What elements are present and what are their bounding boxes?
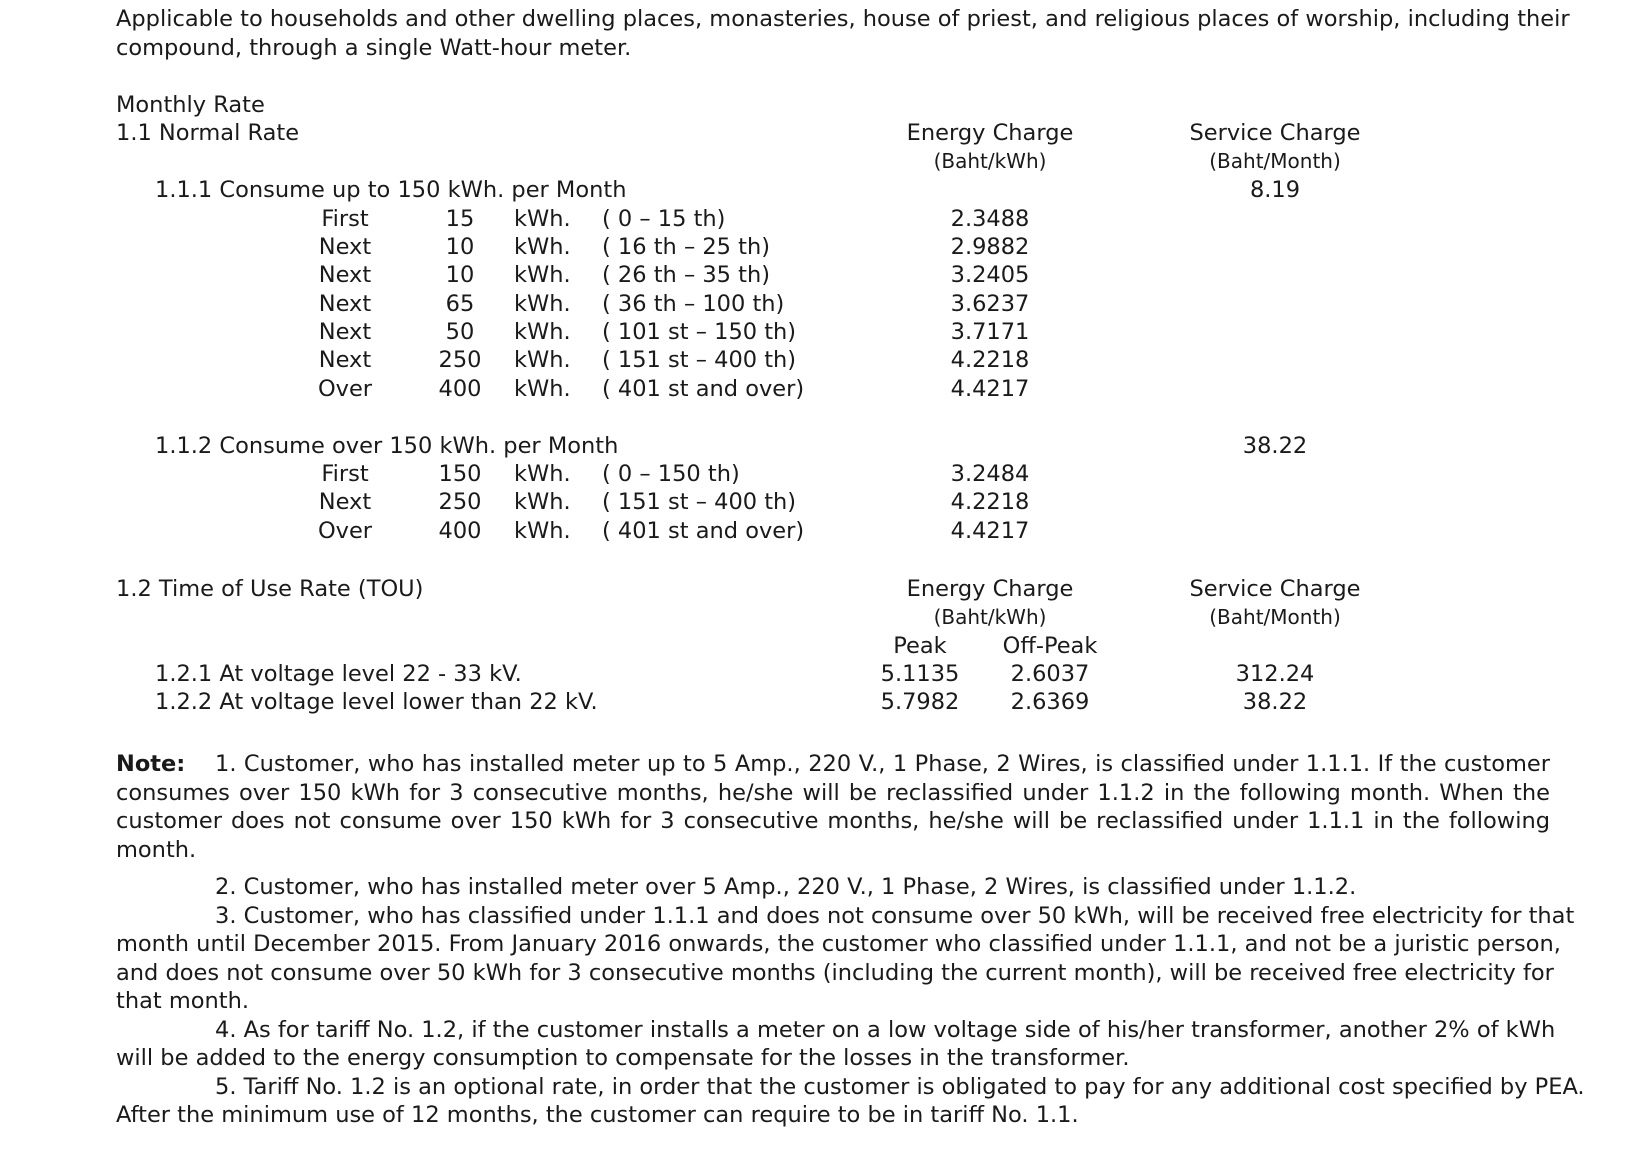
note-label: Note: [116, 751, 186, 777]
note-2: 2. Customer, who has installed meter over 5 Amp., 220 V., 1 Phase, 2 Wires, is classified under 1.1.2. [215, 874, 1357, 900]
tier-rate: 3.2405 [950, 262, 1030, 288]
tier-step: Next [318, 262, 372, 288]
note-1-line-3: customer does not consume over 150 kWh for 3 consecutive months, he/she will be reclassified under 1.1.1 in the following [116, 808, 1550, 834]
energy-charge-unit: (Baht/kWh) [933, 149, 1047, 173]
tier-quantity: 50 [445, 319, 475, 345]
tier-unit: kWh. [514, 376, 571, 402]
tier-unit: kWh. [514, 319, 571, 345]
tier-step: First [321, 206, 369, 232]
tier-range: ( 151 st – 400 th) [602, 489, 797, 515]
tier-range: ( 101 st – 150 th) [602, 319, 797, 345]
note-3-line-1: 3. Customer, who has classified under 1.1.1 and does not consume over 50 kWh, will be received free electricity for that [215, 903, 1575, 929]
normal-rate-heading: 1.1 Normal Rate [116, 120, 300, 146]
tier-step: Next [318, 291, 372, 317]
tou-peak-rate: 5.7982 [880, 689, 960, 715]
intro-line-2: compound, through a single Watt-hour meter. [116, 35, 632, 61]
tier-unit: kWh. [514, 206, 571, 232]
service-charge-header: Service Charge [1189, 120, 1361, 146]
offpeak-header: Off-Peak [1002, 633, 1098, 659]
tou-offpeak-rate: 2.6037 [1010, 661, 1090, 687]
peak-header: Peak [893, 633, 947, 659]
note-1-line-4: month. [116, 837, 197, 863]
tier-unit: kWh. [514, 347, 571, 373]
tier-quantity: 400 [438, 376, 482, 402]
tier-range: ( 401 st and over) [602, 518, 805, 544]
subsection-1-1-2-service-charge: 38.22 [1242, 433, 1308, 459]
tou-service-charge-header: Service Charge [1189, 576, 1361, 602]
tier-step: Next [318, 347, 372, 373]
tier-step: Over [317, 376, 373, 402]
tou-row-label: 1.2.2 At voltage level lower than 22 kV. [155, 689, 598, 715]
tier-rate: 3.2484 [950, 461, 1030, 487]
tier-quantity: 250 [438, 489, 482, 515]
tou-heading: 1.2 Time of Use Rate (TOU) [116, 576, 424, 602]
tier-rate: 4.2218 [950, 489, 1030, 515]
tou-energy-charge-unit: (Baht/kWh) [933, 605, 1047, 629]
tier-unit: kWh. [514, 234, 571, 260]
tier-rate: 4.4217 [950, 376, 1030, 402]
tier-quantity: 150 [438, 461, 482, 487]
tier-rate: 2.3488 [950, 206, 1030, 232]
tier-range: ( 26 th – 35 th) [602, 262, 770, 288]
tier-range: ( 16 th – 25 th) [602, 234, 770, 260]
subsection-1-1-2-title: 1.1.2 Consume over 150 kWh. per Month [155, 433, 619, 459]
tier-range: ( 151 st – 400 th) [602, 347, 797, 373]
tier-step: Next [318, 489, 372, 515]
note-4-line-1: 4. As for tariff No. 1.2, if the customer installs a meter on a low voltage side of his/her transformer, another 2% of kWh [215, 1017, 1556, 1043]
tier-quantity: 400 [438, 518, 482, 544]
note-5-line-2: After the minimum use of 12 months, the customer can require to be in tariff No. 1.1. [116, 1102, 1079, 1128]
tou-service-charge: 312.24 [1235, 661, 1315, 687]
tier-step: Next [318, 234, 372, 260]
monthly-rate-heading: Monthly Rate [116, 92, 265, 118]
tou-service-charge-unit: (Baht/Month) [1209, 605, 1341, 629]
tier-rate: 4.4217 [950, 518, 1030, 544]
tier-range: ( 0 – 150 th) [602, 461, 740, 487]
tier-unit: kWh. [514, 262, 571, 288]
tou-peak-rate: 5.1135 [880, 661, 960, 687]
tou-row-label: 1.2.1 At voltage level 22 - 33 kV. [155, 661, 522, 687]
tier-unit: kWh. [514, 489, 571, 515]
tier-range: ( 401 st and over) [602, 376, 805, 402]
tier-unit: kWh. [514, 518, 571, 544]
service-charge-unit: (Baht/Month) [1209, 149, 1341, 173]
tier-rate: 2.9882 [950, 234, 1030, 260]
tier-quantity: 15 [445, 206, 475, 232]
tou-offpeak-rate: 2.6369 [1010, 689, 1090, 715]
tier-unit: kWh. [514, 461, 571, 487]
intro-line-1: Applicable to households and other dwelling places, monasteries, house of priest, and religious places of worship, including their [116, 6, 1570, 32]
tier-unit: kWh. [514, 291, 571, 317]
tier-rate: 3.6237 [950, 291, 1030, 317]
tier-step: First [321, 461, 369, 487]
tier-quantity: 10 [445, 262, 475, 288]
tier-quantity: 10 [445, 234, 475, 260]
subsection-1-1-1-title: 1.1.1 Consume up to 150 kWh. per Month [155, 177, 627, 203]
note-3-line-2: month until December 2015. From January 2016 onwards, the customer who classified under 1.1.1, and not be a juristic person, [116, 931, 1561, 957]
note-4-line-2: will be added to the energy consumption to compensate for the losses in the transformer. [116, 1045, 1130, 1071]
tier-step: Next [318, 319, 372, 345]
note-1-line-2: consumes over 150 kWh for 3 consecutive months, he/she will be reclassified under 1.1.2 in the following month. When the [116, 780, 1550, 806]
energy-charge-header: Energy Charge [906, 120, 1074, 146]
tou-energy-charge-header: Energy Charge [906, 576, 1074, 602]
note-5-line-1: 5. Tariff No. 1.2 is an optional rate, in order that the customer is obligated to pay for any additional cost specified by PEA. [215, 1074, 1585, 1100]
tier-quantity: 65 [445, 291, 475, 317]
note-1-line-1: 1. Customer, who has installed meter up to 5 Amp., 220 V., 1 Phase, 2 Wires, is classified under 1.1.1. If the customer [215, 751, 1550, 777]
subsection-1-1-1-service-charge: 8.19 [1249, 177, 1301, 203]
tou-service-charge: 38.22 [1242, 689, 1308, 715]
tier-range: ( 0 – 15 th) [602, 206, 726, 232]
note-3-line-3: and does not consume over 50 kWh for 3 consecutive months (including the current month), will be received free electricity for [116, 960, 1554, 986]
tier-quantity: 250 [438, 347, 482, 373]
tier-rate: 4.2218 [950, 347, 1030, 373]
note-3-line-4: that month. [116, 988, 250, 1014]
tier-range: ( 36 th – 100 th) [602, 291, 785, 317]
tier-rate: 3.7171 [950, 319, 1030, 345]
tier-step: Over [317, 518, 373, 544]
